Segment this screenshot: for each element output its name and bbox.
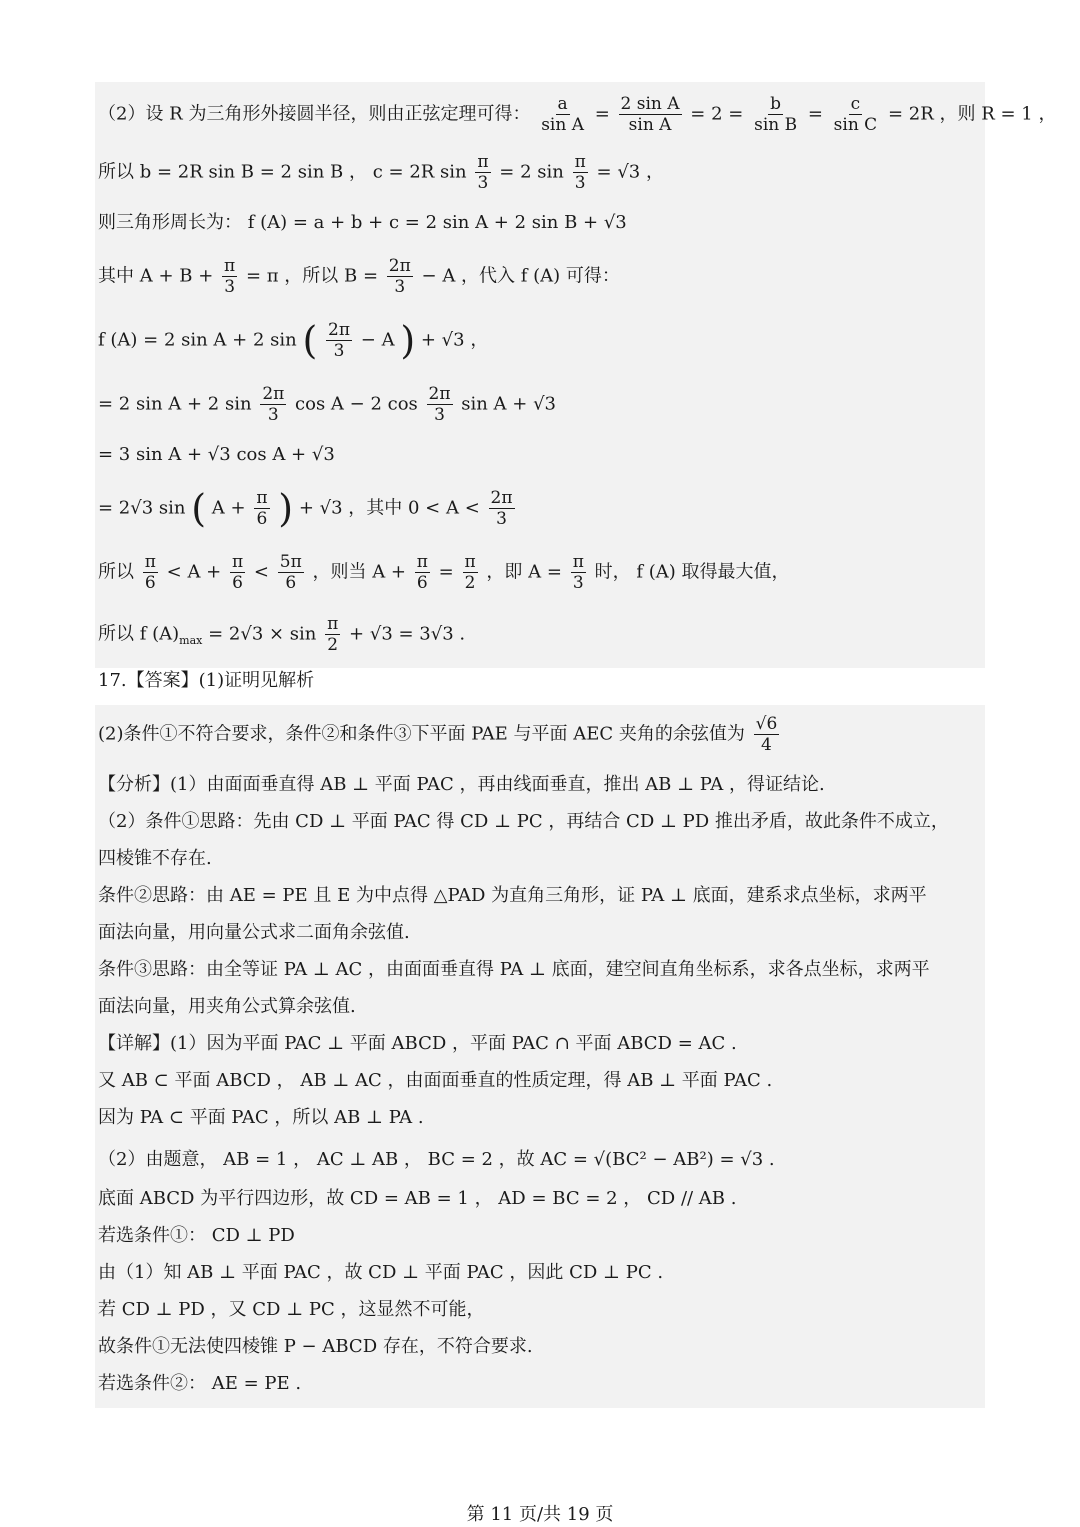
- text: = π ，所以 B =: [245, 265, 379, 287]
- denominator: 4: [761, 735, 772, 755]
- line-analysis-4: 条件②思路：由 AE = PE 且 E 为中点得 △PAD 为直角三角形，证 PA ⊥ 底面，建系求点坐标，求两平: [98, 885, 927, 906]
- page-number: 第 11 页/共 19 页: [466, 1504, 614, 1525]
- fraction: [325, 614, 340, 655]
- numerator: π: [256, 488, 268, 508]
- line-detail-2: 又 AB ⊂ 平面 ABCD ， AB ⊥ AC ，由面面垂直的性质定理，得 AB ⊥ 平面 PAC .: [98, 1070, 773, 1091]
- line-fA-substitution: [98, 320, 488, 361]
- numerator: π: [574, 152, 586, 172]
- line-max-value: [98, 614, 465, 655]
- fraction: [326, 320, 352, 361]
- fraction: [752, 94, 799, 135]
- line-analysis-5: 面法向量，用向量公式求二面角余弦值.: [98, 922, 410, 943]
- fraction: [260, 384, 286, 425]
- numerator: π: [144, 552, 156, 572]
- numerator: 2 sin A: [620, 94, 680, 114]
- denominator: sin B: [754, 115, 798, 135]
- text: 其中 A + B +: [98, 265, 214, 287]
- fraction: [278, 552, 304, 593]
- line-amplitude-form: [98, 488, 518, 529]
- denominator: sin A: [628, 115, 672, 135]
- numerator: π: [232, 552, 244, 572]
- text: = 2√3 sin: [98, 497, 186, 519]
- denominator: 3: [394, 277, 406, 297]
- numerator: π: [464, 552, 476, 572]
- text: − A ，代入 f (A) 可得：: [421, 265, 620, 287]
- denominator: 3: [267, 405, 279, 425]
- text: =: [438, 561, 454, 583]
- text: = 2 sin: [499, 161, 564, 183]
- line-detail-7: 由（1）知 AB ⊥ 平面 PAC ，故 CD ⊥ 平面 PAC ，因此 CD ⊥ PC .: [98, 1262, 664, 1283]
- line-detail-6: 若选条件①： CD ⊥ PD: [98, 1225, 295, 1246]
- denominator: 6: [256, 509, 268, 529]
- fraction: [619, 94, 682, 135]
- fraction: [222, 256, 237, 297]
- text: + √3 ，其中 0 < A <: [298, 497, 480, 519]
- numerator: b: [770, 94, 782, 114]
- numerator: π: [477, 152, 489, 172]
- fraction: [754, 714, 780, 755]
- text: A +: [211, 497, 246, 519]
- text: + √3 = 3√3 .: [349, 623, 466, 645]
- left-paren: (: [191, 486, 207, 531]
- line-range-max: [98, 552, 789, 593]
- numerator: 2π: [388, 256, 411, 276]
- subscript: max: [179, 634, 203, 648]
- text: 时， f (A) 取得最大值，: [594, 561, 790, 583]
- numerator: 2π: [262, 384, 285, 404]
- denominator: 6: [144, 573, 156, 593]
- line-sine-rule: [98, 94, 1056, 135]
- fraction: [539, 94, 586, 135]
- denominator: 3: [477, 173, 489, 193]
- denominator: 3: [333, 341, 345, 361]
- text: （2）设 R 为三角形外接圆半径，则由正弦定理可得：: [98, 103, 531, 125]
- numerator: π: [416, 552, 428, 572]
- numerator: a: [557, 94, 568, 114]
- fraction: [415, 552, 430, 593]
- text: 所以: [98, 561, 134, 583]
- text: < A +: [166, 561, 222, 583]
- fraction: [427, 384, 453, 425]
- fraction: [254, 488, 269, 529]
- denominator: 6: [416, 573, 428, 593]
- text: cos A − 2 cos: [295, 393, 418, 415]
- text: = 2 sin A + 2 sin: [98, 393, 252, 415]
- answer-17-heading: 17.【答案】(1)证明见解析: [98, 670, 315, 691]
- line-analysis-2: （2）条件①思路：先由 CD ⊥ 平面 PAC 得 CD ⊥ PC ，再结合 CD ⊥ PD 推出矛盾，故此条件不成立，: [98, 811, 949, 832]
- text: f (A) = 2 sin A + 2 sin: [98, 329, 297, 351]
- denominator: 3: [574, 173, 586, 193]
- denominator: sin C: [833, 115, 878, 135]
- numerator: 2π: [490, 488, 513, 508]
- line-angle-sum: [98, 256, 620, 297]
- line-analysis-6: 条件③思路：由全等证 PA ⊥ AC ，由面面垂直得 PA ⊥ 底面，建空间直角坐标系，求各点坐标，求两平: [98, 959, 930, 980]
- fraction: [573, 152, 588, 193]
- line-detail-9: 故条件①无法使四棱锥 P − ABCD 存在，不符合要求.: [98, 1336, 533, 1357]
- text: = 2R ，则 R = 1 ，: [887, 103, 1057, 125]
- line-perimeter: 则三角形周长为： f (A) = a + b + c = 2 sin A + 2 sin B + √3: [98, 212, 627, 233]
- numerator: √6: [755, 714, 778, 734]
- line-b-c-values: [98, 152, 664, 193]
- numerator: π: [327, 614, 339, 634]
- denominator: 6: [285, 573, 297, 593]
- text: 所以 b = 2R sin B = 2 sin B ， c = 2R sin: [98, 161, 467, 183]
- line-detail-5: 底面 ABCD 为平行四边形，故 CD = AB = 1 ， AD = BC = 2 ， CD // AB .: [98, 1188, 737, 1209]
- text: ，则当 A +: [312, 561, 407, 583]
- text: =: [594, 103, 610, 125]
- fraction: [571, 552, 586, 593]
- text: − A: [360, 329, 395, 351]
- denominator: 6: [232, 573, 243, 593]
- numerator: 2π: [328, 320, 351, 340]
- fraction: [832, 94, 880, 135]
- line-detail-4: （2）由题意， AB = 1 ， AC ⊥ AB ， BC = 2 ，故 AC = √(BC² − AB²) = √3 .: [98, 1149, 775, 1170]
- text: =: [807, 103, 823, 125]
- text: <: [253, 561, 270, 583]
- denominator: 3: [434, 405, 445, 425]
- denominator: 3: [224, 277, 236, 297]
- numerator: 5π: [279, 552, 302, 572]
- line-analysis-3: 四棱锥不存在.: [98, 848, 212, 869]
- numerator: 2π: [428, 384, 451, 404]
- text: + √3 ，: [420, 329, 489, 351]
- numerator: c: [850, 94, 861, 114]
- line-analysis-7: 面法向量，用夹角公式算余弦值.: [98, 996, 356, 1017]
- fraction: [489, 488, 515, 529]
- line-detail-10: 若选条件②： AE = PE .: [98, 1373, 302, 1394]
- text: = 2 =: [690, 103, 744, 125]
- denominator: 3: [572, 573, 584, 593]
- fraction: [387, 256, 413, 297]
- denominator: 2: [327, 635, 339, 655]
- fraction: [463, 552, 478, 593]
- text: = √3 ，: [596, 161, 664, 183]
- text: sin A + √3: [461, 393, 557, 415]
- denominator: 2: [464, 573, 476, 593]
- line-answer-part2: [98, 714, 782, 755]
- text: = 2√3 × sin: [208, 623, 317, 645]
- line-detail-8: 若 CD ⊥ PD ，又 CD ⊥ PC ，这显然不可能，: [98, 1299, 485, 1320]
- fraction: [230, 552, 245, 593]
- numerator: π: [572, 552, 584, 572]
- denominator: 3: [496, 509, 507, 529]
- line-simplified: = 3 sin A + √3 cos A + √3: [98, 444, 335, 465]
- left-paren: (: [302, 318, 318, 363]
- right-paren: ): [400, 318, 416, 363]
- text: (2)条件①不符合要求，条件②和条件③下平面 PAE 与平面 AEC 夹角的余弦值为: [98, 723, 745, 745]
- numerator: π: [224, 256, 236, 276]
- line-detail-1: 【详解】(1）因为平面 PAC ⊥ 平面 ABCD ，平面 PAC ∩ 平面 ABCD = AC .: [98, 1033, 737, 1054]
- fraction: [475, 152, 490, 193]
- denominator: sin A: [541, 115, 584, 135]
- right-paren: ): [278, 486, 294, 531]
- line-analysis-1: 【分析】(1）由面面垂直得 AB ⊥ 平面 PAC ，再由线面垂直，推出 AB ⊥ PA ，得证结论.: [98, 774, 825, 795]
- line-detail-3: 因为 PA ⊂ 平面 PAC ，所以 AB ⊥ PA .: [98, 1107, 424, 1128]
- text: ，即 A =: [486, 561, 562, 583]
- fraction: [143, 552, 158, 593]
- text: 所以 f (A): [98, 623, 180, 645]
- line-expansion: [98, 384, 556, 425]
